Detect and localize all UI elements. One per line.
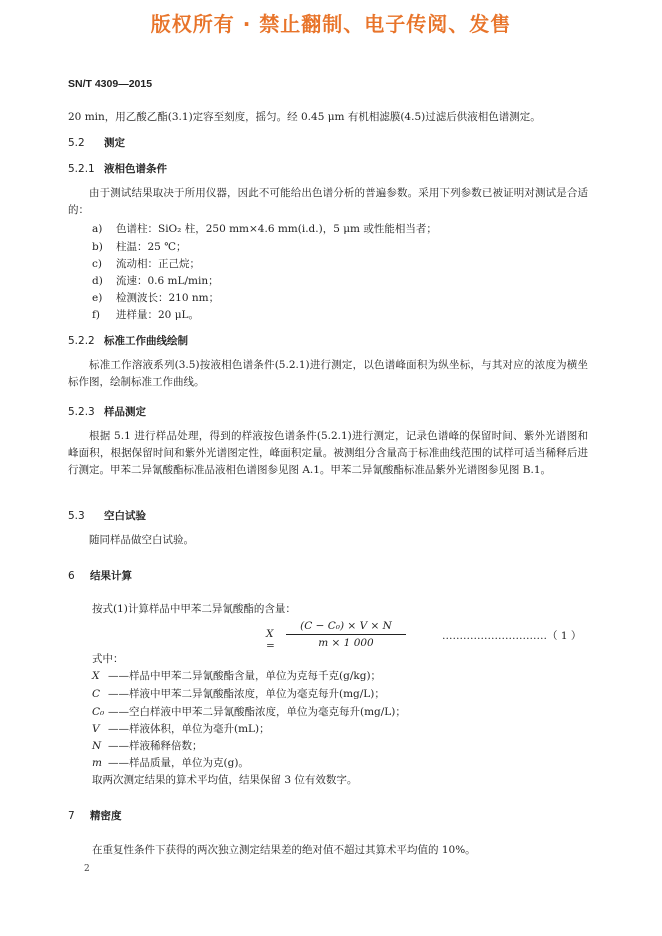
variable-definition: m ——样品质量，单位为克(g)。 <box>92 757 249 769</box>
section-number: 6 <box>68 570 75 582</box>
formula-numerator: (C − C₀) × V × N <box>286 620 406 635</box>
section-5-2-heading <box>68 136 125 150</box>
section-number: 5.2.1 <box>68 163 95 175</box>
intro-line: 20 min，用乙酸乙酯(3.1)定容至刻度，摇匀。经 0.45 μm 有机相滤膜(4.5)过滤后供液相色谱测定。 <box>68 111 541 123</box>
list-item: d) 流速：0.6 mL/min； <box>92 275 219 287</box>
list-item: b) 柱温：25 ℃； <box>92 241 187 253</box>
section-7-heading <box>68 809 122 823</box>
section-number: 5.2.3 <box>68 406 95 418</box>
section-title: 精密度 <box>90 810 122 822</box>
section-title: 结果计算 <box>90 570 132 582</box>
section-number: 7 <box>68 810 75 822</box>
section-number: 5.3 <box>68 510 85 522</box>
variable-definition: V ——样液体积，单位为毫升(mL)； <box>92 723 270 735</box>
section-title: 测定 <box>104 137 125 149</box>
standard-code: SN/T 4309—2015 <box>68 78 153 90</box>
equation-number: …………………………（ 1 ） <box>442 630 582 642</box>
paragraph-5-3: 随同样品做空白试验。 <box>89 534 194 546</box>
section-5-2-1-heading <box>68 162 167 176</box>
section-title: 液相色谱条件 <box>104 163 167 175</box>
list-item: f) 进样量：20 μL。 <box>92 309 199 321</box>
result-rule: 取两次测定结果的算术平均值，结果保留 3 位有效数字。 <box>92 774 358 786</box>
section-number: 5.2 <box>68 137 85 149</box>
list-item: e) 检测波长：210 nm； <box>92 292 220 304</box>
formula-denominator: m × 1 000 <box>318 637 374 649</box>
section-title: 空白试验 <box>104 510 146 522</box>
section-number: 5.2.2 <box>68 335 95 347</box>
section-5-2-3-heading <box>68 405 146 419</box>
formula-intro: 按式(1)计算样品中甲苯二异氰酸酯的含量： <box>92 603 296 615</box>
where-label: 式中： <box>92 653 124 665</box>
paragraph-7: 在重复性条件下获得的两次独立测定结果差的绝对值不超过其算术平均值的 10%。 <box>92 844 476 856</box>
section-title: 样品测定 <box>104 406 146 418</box>
formula-lhs: X = <box>266 628 275 652</box>
list-item: c) 流动相：正己烷； <box>92 258 200 270</box>
variable-definition: X ——样品中甲苯二异氰酸酯含量，单位为克每千克(g/kg)； <box>92 670 382 682</box>
paragraph-5-2-2: 标准工作溶液系列(3.5)按液相色谱条件(5.2.1)进行测定，以色谱峰面积为纵坐标，与其对应的浓度为横坐标作图，绘制标准工作曲线。 <box>68 359 588 388</box>
watermark-banner: 版权所有 · 禁止翻制、电子传阅、发售 <box>150 12 512 36</box>
paragraph-5-2-1: 由于测试结果取决于所用仪器，因此不可能给出色谱分析的普遍参数。采用下列参数已被证明对测试是合适的： <box>68 187 588 216</box>
list-item: a) 色谱柱：SiO₂ 柱，250 mm×4.6 mm(i.d.)，5 μm 或性能相当者； <box>92 223 437 235</box>
variable-definition: N ——样液稀释倍数； <box>92 740 203 752</box>
page-number: 2 <box>84 864 90 874</box>
section-5-3-heading <box>68 509 146 523</box>
section-title: 标准工作曲线绘制 <box>104 335 188 347</box>
paragraph-5-2-3: 根据 5.1 进行样品处理，得到的样液按色谱条件(5.2.1)进行测定，记录色谱峰的保留时间、紫外光谱图和峰面积，根据保留时间和紫外光谱图定性，峰面积定量。被测组分含量高于标准曲线范围的试样可适当稀释后进行测定。甲苯二异氰酸酯标准品液相色谱图参见图 A.1。甲苯二异氰酸酯标准品紫外光谱图参见图 B.1。 <box>68 430 588 476</box>
variable-definition: C ——样液中甲苯二异氰酸酯浓度，单位为毫克每升(mg/L)； <box>92 688 385 700</box>
section-6-heading <box>68 569 132 583</box>
variable-definition: C₀ ——空白样液中甲苯二异氰酸酯浓度，单位为毫克每升(mg/L)； <box>92 706 406 718</box>
section-5-2-2-heading <box>68 334 188 348</box>
formula-fraction <box>286 620 406 649</box>
